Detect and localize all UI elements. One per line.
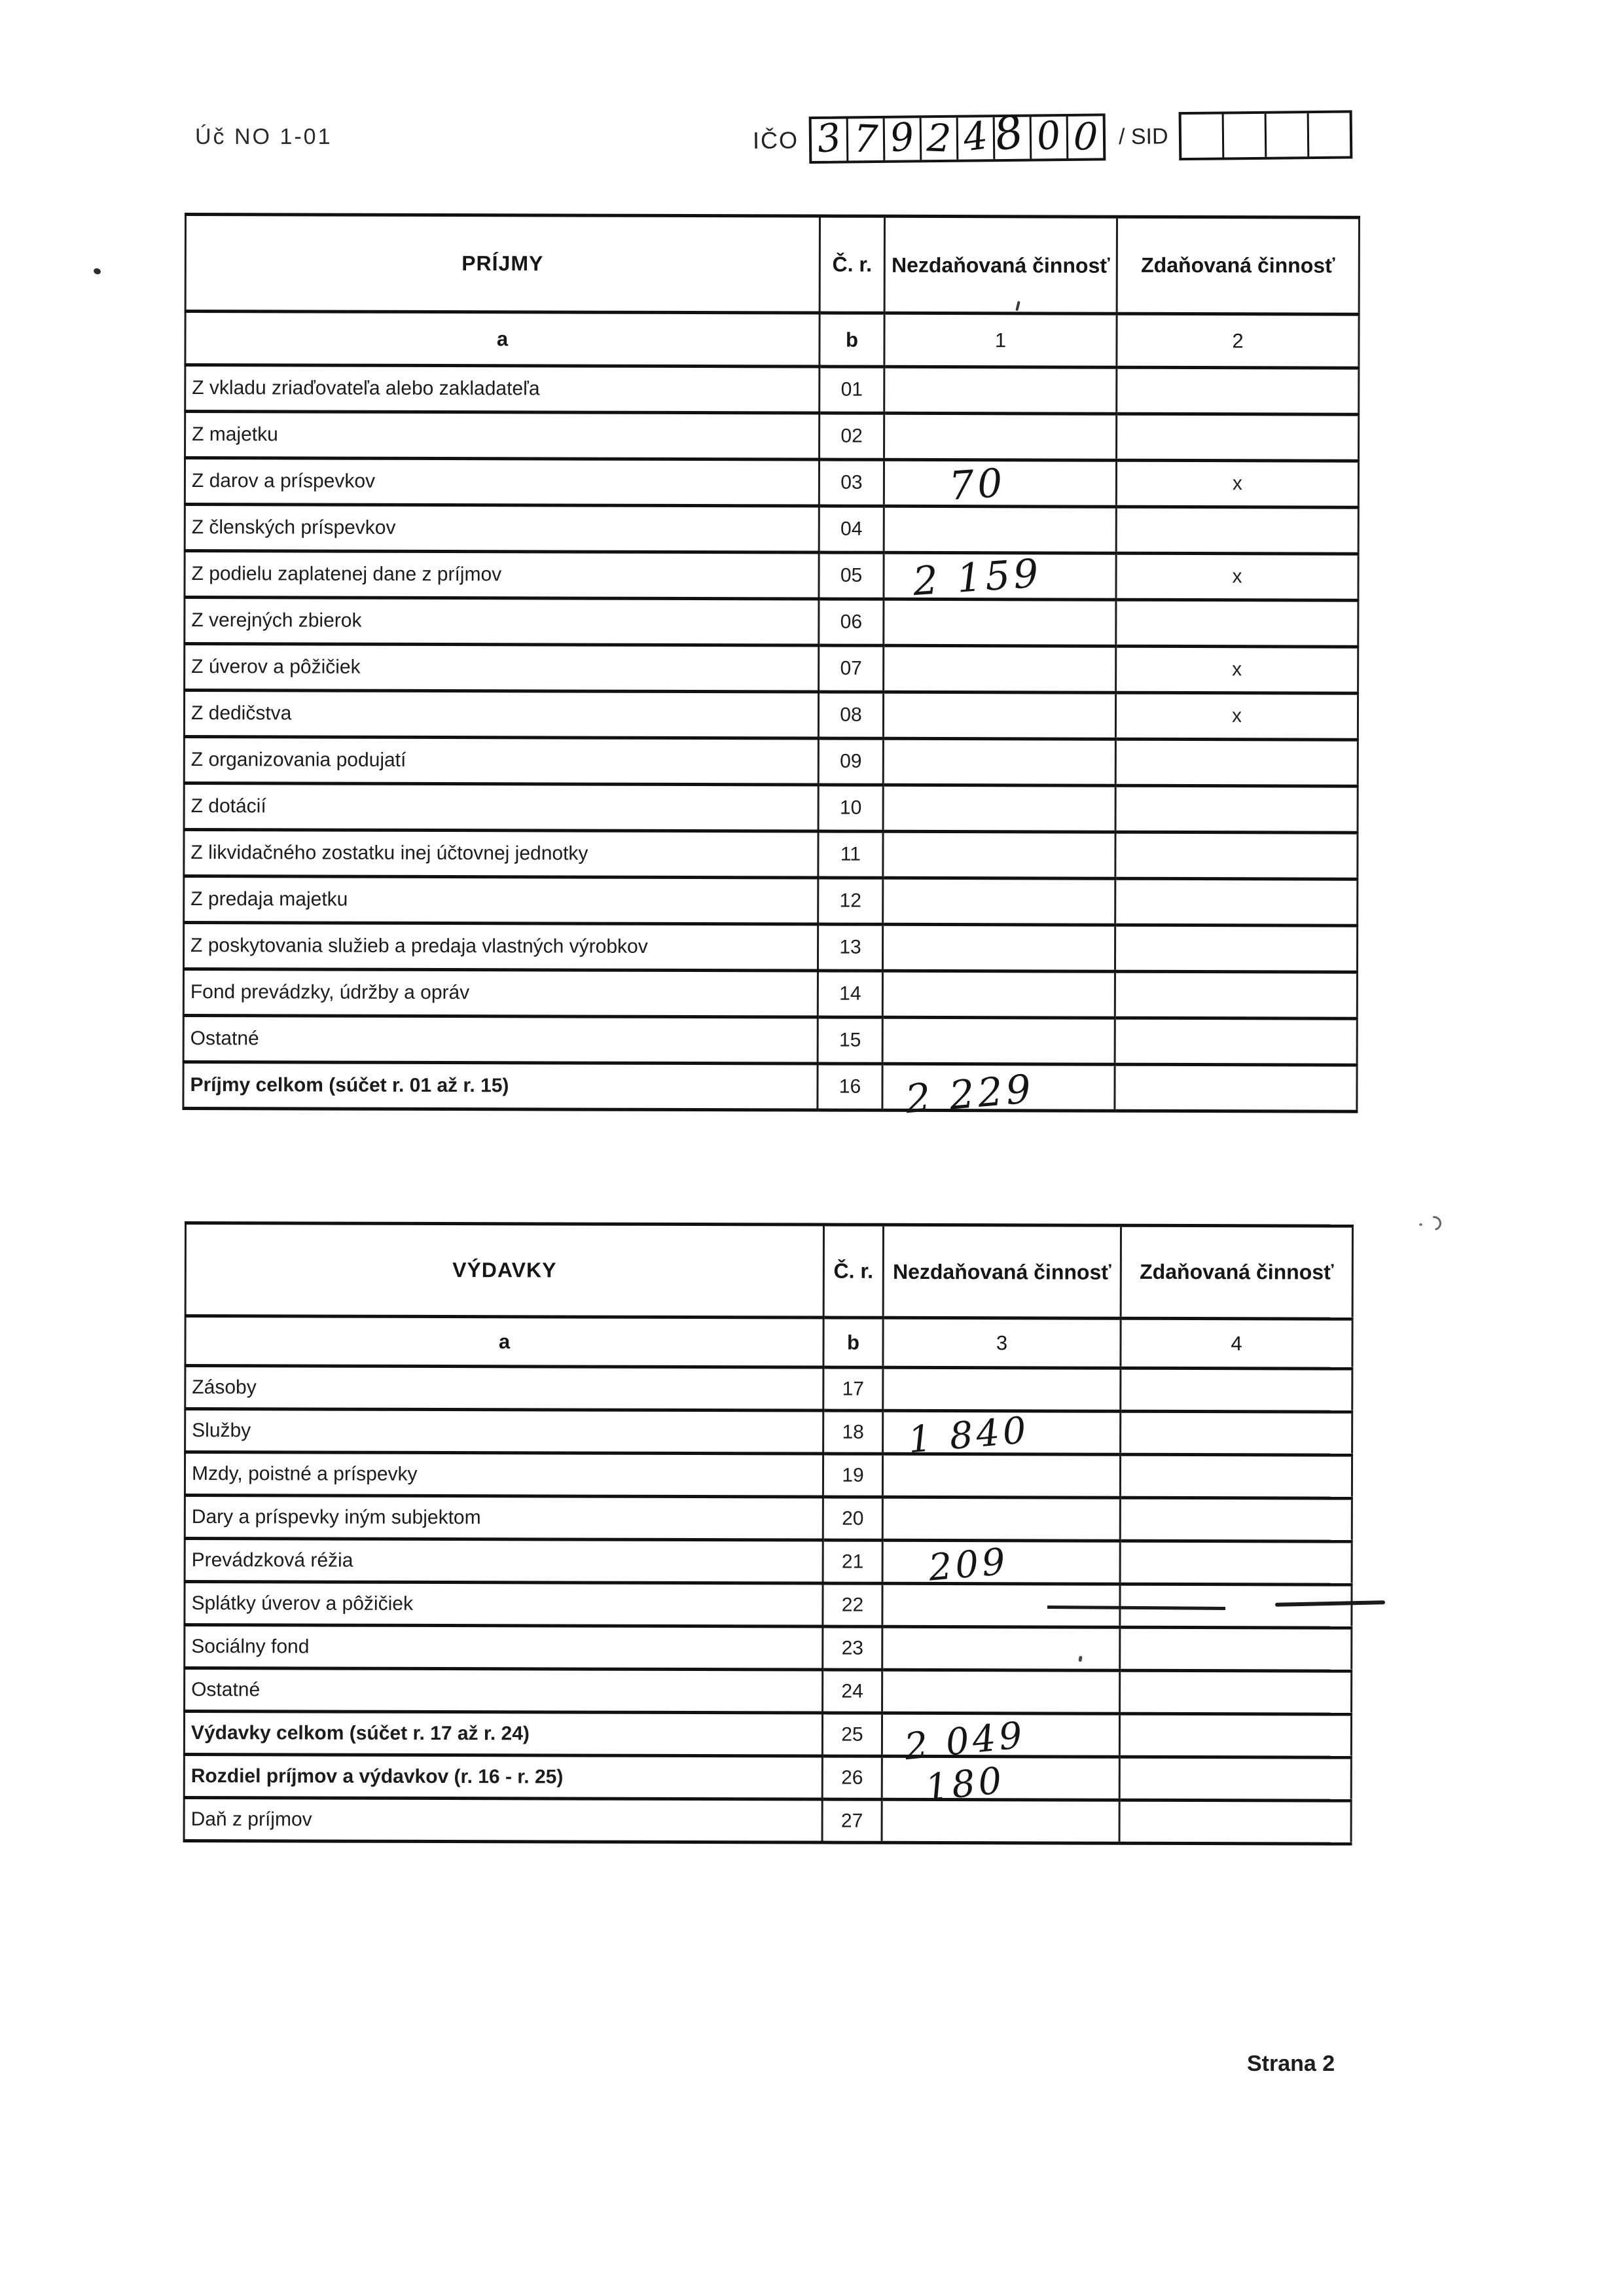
subheader-b: b [820, 313, 884, 367]
row-number: 12 [839, 889, 861, 912]
row-number: 04 [840, 518, 863, 540]
scan-artifact-dot [93, 268, 101, 276]
subheader-col1: 1 [884, 313, 1117, 367]
table-row [185, 1582, 1352, 1628]
row-label: Ostatné [191, 1678, 261, 1700]
subheader-col4: 4 [1121, 1318, 1352, 1369]
table-row [184, 691, 1358, 740]
sid-label: / SID [1118, 123, 1168, 149]
row-label: Z členských príspevkov [191, 516, 396, 539]
col-taxed-header: Zdaňovaná činnosť [1117, 217, 1359, 314]
row-label: Sociálny fond [191, 1635, 310, 1658]
row-label: Výdavky celkom (súčet r. 17 až r. 24) [190, 1721, 530, 1744]
row-label: Daň z príjmov [190, 1808, 312, 1831]
ico-group [752, 105, 1352, 165]
table-row [185, 1668, 1352, 1715]
row-number: 21 [841, 1551, 864, 1573]
sid-boxes [1178, 110, 1352, 160]
table-subheader-row [185, 312, 1359, 368]
row-label: Dary a príspevky iným subjektom [191, 1505, 481, 1528]
row-number: 10 [839, 797, 862, 819]
row-label: Prevádzková réžia [191, 1549, 353, 1571]
subheader-col3: 3 [883, 1318, 1121, 1368]
row-label: Z likvidačného zostatku inej účtovnej jednotky [190, 842, 588, 865]
ico-handwritten-digit: 0 [1072, 113, 1099, 160]
row-number: 11 [840, 843, 861, 865]
form-code: Úč NO 1-01 [195, 124, 333, 149]
table-subheader-row [185, 1316, 1352, 1369]
row-label: Príjmy celkom (súčet r. 01 až r. 15) [190, 1074, 509, 1097]
ico-box [848, 118, 886, 161]
table-row [184, 876, 1358, 926]
row-label: Z organizovania podujatí [190, 749, 406, 771]
table-header-row [185, 1223, 1352, 1319]
col-untaxed-header: Nezdaňovaná činnosť [883, 1225, 1121, 1318]
row-number: 23 [841, 1637, 864, 1659]
row-label: Z podielu zaplatenej dane z príjmov [191, 563, 502, 586]
table-row [184, 1712, 1351, 1758]
table-row [183, 923, 1357, 973]
ico-handwritten-digit: 9 [887, 113, 917, 161]
row-number: 01 [840, 378, 863, 401]
handwritten-value: 1 840 [907, 1408, 1032, 1462]
col-taxed-header: Zdaňovaná činnosť [1121, 1225, 1352, 1319]
col-untaxed-header: Nezdaňovaná činnosť [884, 216, 1117, 314]
row-number: 20 [842, 1507, 864, 1530]
subheader-b: b [823, 1318, 883, 1367]
table-row [183, 1062, 1357, 1111]
row-number: 27 [840, 1810, 863, 1832]
table-row [185, 1409, 1352, 1456]
ico-handwritten-digit: 7 [852, 116, 879, 162]
ico-box [990, 105, 1032, 162]
handwritten-value: 180 [923, 1759, 1007, 1810]
ico-handwritten-digit: 4 [960, 113, 990, 160]
sid-box [1223, 114, 1267, 158]
handwritten-x-mark: x [1232, 473, 1242, 495]
row-label: Splátky úverov a pôžičiek [191, 1592, 414, 1615]
table-row [185, 1366, 1352, 1412]
table-row [185, 458, 1358, 508]
row-number: 07 [840, 657, 862, 679]
handwritten-x-mark: x [1232, 565, 1242, 588]
income-table [182, 213, 1360, 1123]
ico-box [812, 114, 849, 162]
handwritten-value: 70 [947, 459, 1007, 510]
handwritten-x-mark: x [1232, 658, 1242, 681]
row-number: 26 [841, 1767, 863, 1789]
expense-table [183, 1221, 1354, 1846]
row-number: 18 [842, 1421, 864, 1443]
sid-box [1266, 113, 1309, 157]
page-number: Strana 2 [1247, 2051, 1335, 2076]
row-number: 08 [840, 704, 862, 726]
sid-box [1308, 113, 1350, 156]
scan-artifact-mark [1419, 1223, 1422, 1226]
col-row-number-header: Č. r. [823, 1225, 883, 1318]
handwritten-value: 2 049 [903, 1713, 1028, 1768]
ico-boxes [809, 105, 1106, 164]
row-number: 24 [841, 1680, 863, 1702]
ico-handwritten-digit: 0 [1034, 112, 1064, 160]
table-row [183, 1015, 1357, 1065]
subheader-col2: 2 [1117, 314, 1359, 368]
col-row-number-header: Č. r. [820, 216, 884, 313]
row-label: Zásoby [192, 1376, 257, 1398]
ico-handwritten-digit: 8 [990, 105, 1028, 162]
ico-box [1068, 113, 1104, 160]
row-label: Z predaja majetku [190, 888, 348, 910]
handwritten-x-mark: x [1231, 705, 1242, 727]
row-label: Ostatné [190, 1028, 259, 1050]
ico-handwritten-digit: 3 [814, 114, 844, 162]
table-row [185, 598, 1358, 647]
table-row [184, 1798, 1351, 1844]
row-label: Fond prevádzky, údržby a opráv [190, 981, 470, 1004]
table-row [185, 365, 1359, 415]
table-row [185, 644, 1358, 694]
subheader-a: a [185, 312, 820, 367]
row-label: Rozdiel príjmov a výdavkov (r. 16 - r. 25) [190, 1765, 564, 1788]
row-number: 16 [839, 1075, 861, 1098]
ico-box [1032, 112, 1069, 160]
ico-label: IČO [752, 126, 799, 154]
row-number: 25 [841, 1723, 863, 1746]
scan-artifact-mark [1424, 1213, 1445, 1234]
row-number: 17 [842, 1378, 865, 1400]
row-label: Z majetku [192, 423, 278, 446]
subheader-a: a [185, 1316, 823, 1368]
row-number: 15 [839, 1029, 861, 1051]
row-label: Z verejných zbierok [191, 609, 362, 632]
table-row [185, 1452, 1352, 1499]
table-row [184, 783, 1358, 833]
row-number: 13 [839, 936, 861, 958]
ico-box [922, 115, 959, 161]
table-row [185, 1539, 1352, 1585]
ico-box [885, 113, 922, 161]
row-number: 05 [840, 564, 863, 586]
row-label: Z darov a príspevkov [191, 470, 376, 492]
row-label: Z dotácií [190, 795, 266, 817]
expense-table-title: VÝDAVKY [185, 1223, 823, 1318]
row-label: Z dedičstva [190, 702, 292, 725]
table-row [184, 737, 1358, 787]
table-row [185, 1496, 1352, 1542]
row-number: 09 [840, 750, 862, 772]
row-label: Mzdy, poistné a príspevky [191, 1462, 418, 1485]
table-row [184, 1755, 1351, 1801]
handwritten-value: 2 159 [911, 550, 1043, 605]
row-label: Z poskytovania služieb a predaja vlastných výrobkov [190, 935, 648, 958]
row-number: 19 [842, 1464, 864, 1486]
handwritten-value: 2 229 [903, 1066, 1036, 1123]
row-label: Z vkladu zriaďovateľa alebo zakladateľa [192, 377, 540, 400]
row-label: Z úverov a pôžičiek [191, 656, 361, 678]
row-number: 06 [840, 611, 863, 633]
table-row [185, 412, 1359, 461]
ico-handwritten-digit: 2 [926, 115, 952, 161]
sid-box [1181, 114, 1224, 158]
income-table-title: PRÍJMY [185, 215, 820, 314]
handwritten-value: 209 [927, 1539, 1011, 1590]
table-row [185, 505, 1358, 554]
row-number: 14 [839, 982, 861, 1005]
row-number: 22 [841, 1594, 864, 1616]
row-number: 03 [840, 471, 863, 493]
table-row [185, 551, 1358, 601]
table-row [184, 830, 1358, 880]
row-number: 02 [840, 425, 863, 447]
row-label: Služby [192, 1419, 251, 1441]
table-header-row [185, 215, 1359, 315]
table-row [183, 969, 1357, 1019]
table-row [185, 1625, 1352, 1672]
